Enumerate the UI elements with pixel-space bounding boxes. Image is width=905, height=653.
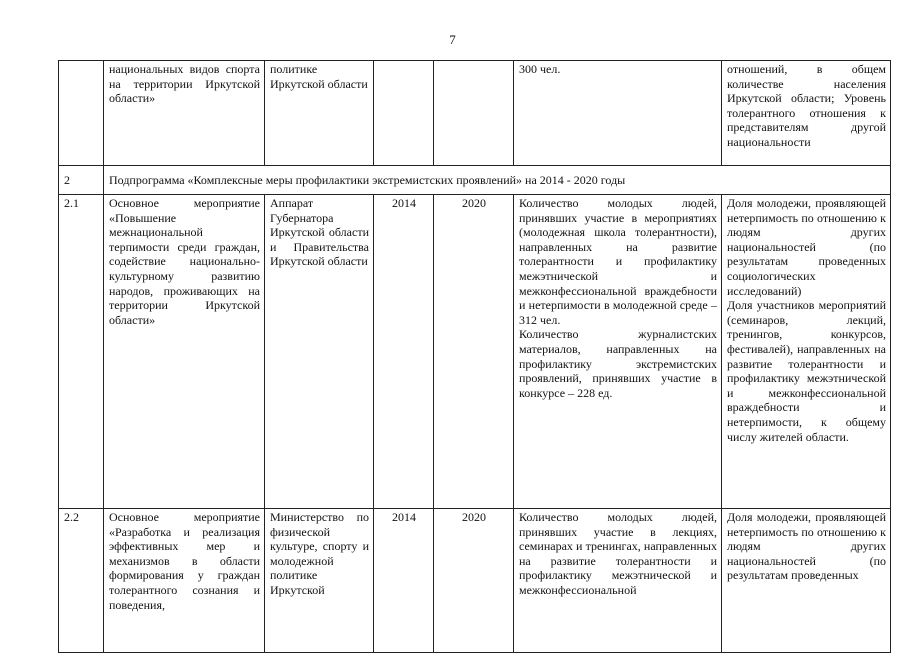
cell-indicator (722, 509, 891, 653)
indicator-paragraph: Доля молодежи, проявляющей нетерпимость по отношению к людям других национальностей (по результатам проведенных социологических исследований) (727, 196, 886, 298)
cell-executor: Аппарат Губернатора Иркутской области и Правительства Иркутской области (265, 195, 374, 509)
cell-executor: политике Иркутской области (265, 61, 374, 166)
program-activities-table (58, 60, 891, 653)
subprogram-row (59, 166, 891, 195)
cell-start-year: 2014 (374, 509, 434, 653)
page-number: 7 (449, 32, 456, 47)
cell-subprogram-title: Подпрограмма «Комплексные меры профилактики экстремистских проявлений» на 2014 - 2020 годы (104, 166, 891, 195)
result-paragraph: Количество журналистских материалов, направленных на профилактику экстремистских проявлений, принявших участие в конкурсе – 228 ед. (519, 327, 717, 400)
cell-number: 2.1 (59, 195, 104, 509)
table-row (59, 195, 891, 509)
cell-result (514, 509, 722, 653)
continuation-row (59, 61, 891, 166)
result-paragraph: Количество молодых людей, принявших участие в лекциях, семинарах и тренингах, направленных на развитие толерантности и профилактику межэтнической и межконфессиональной (519, 510, 717, 597)
cell-number: 2.2 (59, 509, 104, 653)
indicator-paragraph: Доля участников мероприятий (семинаров, лекций, тренингов, конкурсов, фестивалей), направленных на развитие толерантности и профилактику межэтнической и межконфессиональной враждебности и нетерпимости, к общему числу жителей области. (727, 298, 886, 444)
cell-activity-name: национальных видов спорта на территории Иркутской области» (104, 61, 265, 166)
table-row (59, 509, 891, 653)
cell-end-year (434, 61, 514, 166)
cell-end-year: 2020 (434, 195, 514, 509)
cell-start-year: 2014 (374, 195, 434, 509)
cell-end-year: 2020 (434, 509, 514, 653)
cell-number (59, 61, 104, 166)
cell-activity-name: Основное мероприятие «Разработка и реализация эффективных мер и механизмов в области формирования у граждан толерантного сознания и поведения, (104, 509, 265, 653)
cell-indicator (722, 195, 891, 509)
result-paragraph: Количество молодых людей, принявших участие в мероприятиях (молодежная школа толерантности), направленных на развитие толерантности и профилактику межэтнической и межконфессиональной враждебности и нетерпимости в молодежной среде – 312 чел. (519, 196, 717, 327)
indicator-paragraph: Доля молодежи, проявляющей нетерпимость по отношению к людям других национальностей (по результатам проведенных (727, 510, 886, 583)
cell-subprogram-number: 2 (59, 166, 104, 195)
cell-indicator: отношений, в общем количестве населения Иркутской области; Уровень толерантного отношения к представителям другой национальности (722, 61, 891, 166)
cell-result: 300 чел. (514, 61, 722, 166)
cell-result (514, 195, 722, 509)
cell-activity-name: Основное мероприятие «Повышение межнациональной терпимости среди граждан, содействие национально-культурному развитию народов, проживающих на территории Иркутской области» (104, 195, 265, 509)
cell-executor: Министерство по физической культуре, спорту и молодежной политике Иркутской (265, 509, 374, 653)
cell-start-year (374, 61, 434, 166)
